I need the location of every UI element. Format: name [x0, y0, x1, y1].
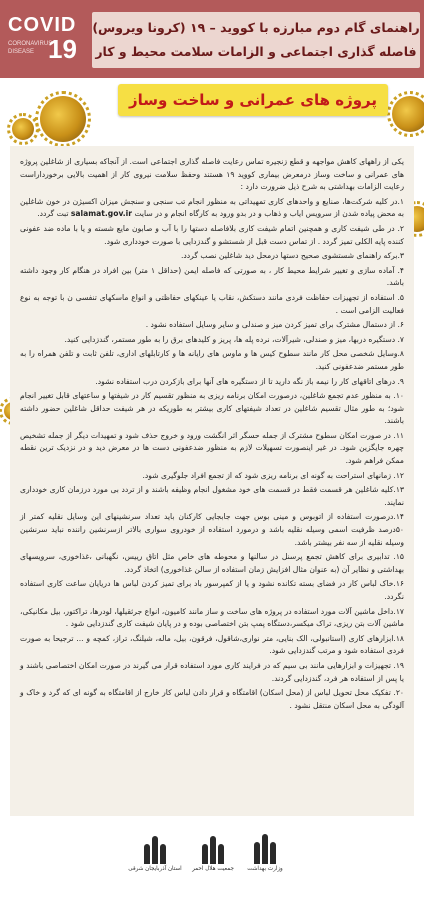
emblem-icon: [251, 834, 279, 864]
logo-left: [116, 834, 194, 896]
page-title: [92, 12, 420, 68]
guideline-item: ۱۳.کلیه شاغلین هر قسمت فقط در قسمت های خود مشغول انجام وظیفه باشند و از تردد بی مورد درزمان کاری خودداری نمایند.: [20, 485, 404, 507]
guideline-item: ۶. از دستمال مشترک برای تمیز کردن میز و صندلی و سایر وسایل استفاده نشود .: [145, 320, 404, 330]
guideline-item: ۱۴.درصورت استفاده از اتوبوس و مینی بوس جهت جابجایی کارکنان باید تعداد سرنشینهای این وسایل نقلیه کمتر از ۵۰درصد ظرفیت اسمی وسیله نقلیه باشد و درمورد استفاده از خودروی سواری بالاتر ازسرنشین راننده نباید سرنشین وسیله نقلیه از سه نفر بیشتر باشد.: [20, 512, 404, 547]
guideline-item: ۱۱. در صورت امکان سطوح مشترک از جمله حسگر اثر انگشت ورود و خروج حذف شود و تمهیدات دیگر از جمله تشخیص چهره جایگزین شود. در غیر اینصورت تسهیلات لازم به منظور ضدعفونی دست ها در معرض دید و در نزدیک ترین نقطه ممکن فراهم شود.: [20, 430, 404, 466]
guideline-item: ۱۸.ابزارهای کاری (استانبولی، الک بنایی، متر نواری،شاقول، فرقون، بیل، ماله، شیلنگ، تراز، کمچه و ... ترجیحا به صورت فردی استفاده شود و مرتب گندزدایی شود.: [20, 633, 404, 656]
logo-center-caption: جمعیت هلال احمر: [192, 866, 234, 872]
guideline-item: ۱۲. زمانهای استراحت به گونه ای برنامه ریزی شود که از تجمع افراد جلوگیری شود.: [142, 470, 404, 480]
section-heading: پروژه های عمرانی و ساخت وساز: [118, 84, 388, 116]
guideline-item: ۹. درهای اتاقهای کار را نیمه باز نگه دارید تا از دستگیره های آنها برای بازکردن درب استفاده نشود.: [95, 376, 404, 386]
header-band: [0, 0, 424, 78]
guideline-item-text: تبت گردد.: [37, 209, 69, 219]
guideline-item: [20, 196, 404, 221]
footer-logos: [0, 826, 424, 900]
logo-right-caption: وزارت بهداشت: [247, 866, 283, 872]
logo-left-caption: استان آذربایجان شرقی: [128, 866, 182, 872]
guideline-item: ۷. دستگیره دربها، میز و صندلی، شیرآلات، نرده پله ها، پریز و کلیدهای برق را به طور مستمر، گندزدایی کنید.: [64, 334, 404, 344]
guideline-item: ۲. در طی شیفت کاری و همچنین اتمام شیفت کاری بلافاصله دستها را با آب و صابون مایع شسته و یا با ماده ضد عفونی کننده پایه الکلی تمیز گردد . از تماس دست قبل از شستشو و گندزدایی با صورت خودداری شود.: [20, 223, 404, 246]
guideline-item: ۱۶.خاک لباس کار در فضای بسته تکانده نشود و یا از کمپرسور باد برای تمیز کردن لباس ها دریایان ساعت کاری استفاده نگردد.: [20, 579, 404, 601]
emblem-icon: [199, 834, 227, 864]
guideline-item: ۸.وسایل شخصی محل کار مانند سطوح کیس ها و ماوس های رایانه ها و کارتابلهای اداری، تلفن ثابت و تلفن همراه را به طور مستمر ضدعفونی کنید.: [20, 349, 404, 371]
intro-paragraph: یکی از راههای کاهش مواجهه و قطع زنجیره تماس رعایت فاصله گذاری اجتماعی است. از آنجاکه بسیاری از شاغلین پروژه های عمرانی و ساخت وساز درمعرض بیماری کووید ۱۹ هستند وحفظ سلامت نیروی کار از اهمیت بالایی برخورداراست رعایت الزامات بهداشتی به شرح ذیل ضرورت دارد :: [20, 157, 405, 192]
guideline-item-text: ۱.در کلیه شرکت‌ها، صنایع و واحدهای کاری تمهیداتی به منظور انجام تب سنجی و سنجش میزان اکسیژن در خون شاغلین به محض پیاده شدن از سرویس ایاب و ذهاب و در بدو ورود به کارگاه انجام و در سایت: [20, 196, 404, 219]
website-link[interactable]: salamat.gov.ir: [70, 209, 133, 219]
guideline-item: ۱۵. تدابیری برای کاهش تجمع پرسنل در سالنها و محوطه های خاص مثل اتاق رییس، نگهبانی ،غذاخوری، سرویسهای بهداشتی و نظایر آن (به عنوان مثال افزایش زمان استفاده از سالن غذاخوری) اتخاذ گردد.: [20, 552, 404, 574]
guideline-item: ۱۹. تجهیزات و ابزارهایی مانند بی سیم که در فرایند کاری مورد استفاده قرار می گیرند در صورت امکان اختصاصی باشند و یا پس از استفاده هر فرد، گندزدایی گردند.: [20, 660, 404, 683]
badge-covid-text: COVID: [8, 14, 77, 36]
guideline-item: ۲۰. تفکیک محل تحویل لباس از (محل اسکان) اقامتگاه و قرار دادن لباس کار خارج از اقامتگاه به گونه ای که گرد و خاک و آلودگی به محل اسکان منتقل نشود .: [20, 688, 404, 710]
guideline-item: ۵. استفاده از تجهیزات حفاظت فردی مانند دستکش، نقاب یا عینکهای حفاظتی و انواع ماسکهای تنفسی ن با توجه به نوع فعالیت الزامی است .: [20, 292, 404, 315]
badge-number-text: 19: [48, 34, 77, 64]
guideline-item: ۳.برکه راهنمای شستشوی صحیح دستها درمحل دید شاغلین نصب گردد.: [180, 251, 404, 261]
covid19-badge: [4, 10, 84, 72]
guideline-item: ۱۷.داخل ماشین آلات مورد استفاده در پروژه های ساخت و ساز مانند کامیون، انواع جرثقیلها، لودرها، تراکتور، بیل مکانیکی، ماشین آلات بتن ریزی، تراک میکسر،دستگاه پمپ بتن اختصاصی بوده و در پایان شیفت کاری گندزدایی شود .: [20, 606, 404, 629]
guideline-item: ۴. آماده سازی و تغییر شرایط محیط کار ، به صورتی که فاصله ایمن (حداقل ۱ متر) بین افراد در هنگام کار وجود داشته باشد.: [20, 265, 404, 288]
virus-icon: [12, 118, 34, 140]
guideline-item: ۱۰. به منظور عدم تجمع شاغلین، درصورت امکان برنامه ریزی به منظور تقسیم کار در شیفتها و ساعتهای قابل تغییر انجام شود؛ به طور مثال تقسیم شاغلین در تعداد شیفتهای کاری بیشتر به طوریکه در هر شیفت حداقل شاغلین حضور داشته باشند.: [20, 391, 404, 426]
virus-icon: [392, 96, 424, 132]
emblem-icon: [141, 834, 169, 864]
guidelines-content: [10, 146, 414, 816]
title-line-2: فاصله گذاری اجتماعی و الزامات سلامت محیط و کار: [95, 44, 417, 59]
badge-disease-text: CORONAVIRUS DISEASE: [8, 41, 53, 55]
virus-icon: [40, 96, 86, 142]
title-line-1: راهنمای گام دوم مبارزه با کووید – ۱۹ (کرونا ویروس): [92, 20, 420, 35]
